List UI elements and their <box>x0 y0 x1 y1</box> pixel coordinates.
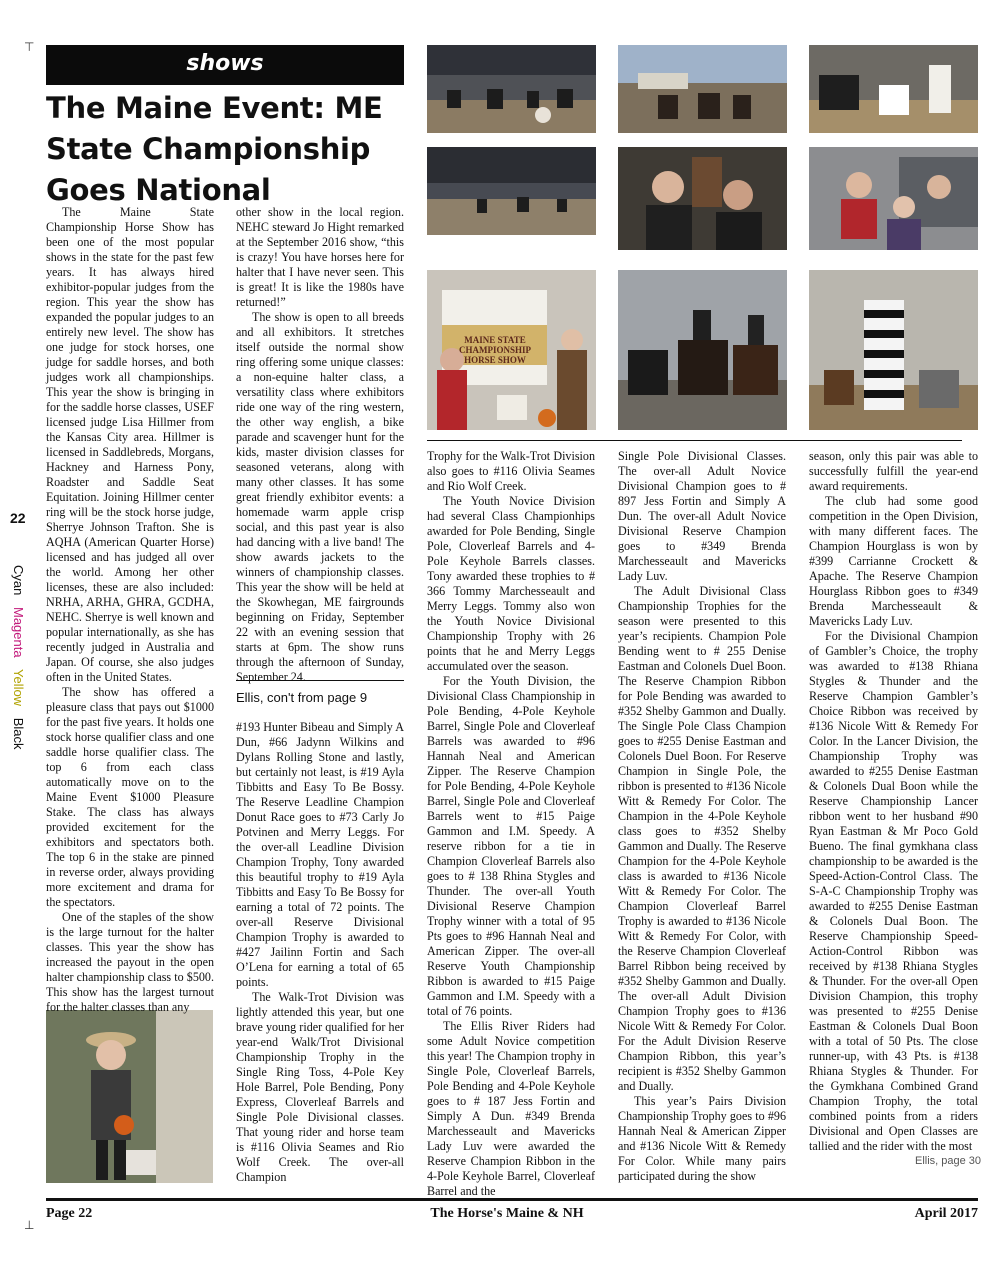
photo-banner-text: MAINE STATE CHAMPIONSHIP HORSE SHOW <box>459 335 531 365</box>
paragraph: The Youth Novice Division had several Class Championhips awarded for Pole Bending, Single Pole, Cloverleaf Barrels and 4-Pole Keyhole Barrels classes. Tony awarded these trophies to # 366 Tommy Marchesseault and Merry Leggs. Tommy also won the Youth Novice Divisional Championship Trophy with 26 points that he and Merry Leggs accumulated over the season. <box>427 494 595 673</box>
photo-boy-with-dog <box>46 1010 213 1183</box>
photo-divider-line <box>427 440 962 441</box>
photo-riders-mounted <box>618 270 787 430</box>
photo-prisoner-costume <box>809 270 978 430</box>
paragraph: For the Divisional Champion of Gambler’s Choice, the trophy was awarded to #138 Rhiana Stygles & Thunder and the Reserve Champion Gambler’s Choice Ribbon was received by #136 Nicole Witt & Remedy For Color. In the Lancer Division, the Championship Trophy was awarded to #255 Denise Eastman & Colonels Dual Boon while the Reserve Championship Lancer ribbon went to her husband #90 Ryan Eastman & Mr Poco Gold Bueno. The final gymkhana class championship to be awarded is the Speed-Action-Control Class. The S-A-C Championship Trophy was awarded to #255 Denise Eastman & Colonels Dual Boon. The Reserve Championship Speed-Action-Control Ribbon was received by #138 Rhiana Stygles & Thunder. For the over-all Open Division Champion, this trophy was presented to #255 Denise Eastman & Colonels Dual Boon with a total of 50 Pts. The close runner-up, with 43 Pts. is #138 Rhiana Stygles & Thunder. For the Gymkhana Combined Grand Champion Trophy, the total combined points from a riders Divisional and Open Classes are tallied and the rider with the most <box>809 629 978 1153</box>
photo-riders-with-horse <box>618 147 787 250</box>
color-mark-black: Black <box>11 717 26 750</box>
crop-mark-bottom: ⊥ <box>24 1218 35 1232</box>
article-column-3 <box>427 449 595 1198</box>
article-column-2 <box>236 205 404 684</box>
paragraph: For the Youth Division, the Divisional Class Championship in Pole Bending, 4-Pole Keyhole Barrel, Single Pole and Cloverleaf Barrels was awarded to #96 Hannah Neal and American Zipper. The Reserve Champion for Pole Bending, 4-Pole Keyhole Barrel, Single Pole and Cloverleaf Barrels went to #15 Paige Gammon and I.M. Speedy. A reserve ribbon for a tie in Champion Cloverleaf Barrels also goes to # 138 Rhina Stygles and Thunder. The over-all Youth Divisional Reserve Champion Trophy winner with a total of 95 Pts goes to #96 Hannah Neal and American Zipper. The over-all Reserve Youth Championship Ribbon is awarded to #15 Paige Gammon and I.M. Speedy with a total of 76 points. <box>427 674 595 1018</box>
photo-costume-class <box>809 45 978 133</box>
paragraph: This year’s Pairs Division Championship Trophy goes to #96 Hannah Neal & American Zipper and #136 Nicole Witt & Remedy For Color. While many pairs participated during the show <box>618 1094 786 1183</box>
continued-heading: Ellis, con't from page 9 <box>236 690 368 705</box>
article-column-4 <box>618 449 786 1183</box>
headline: The Maine Event: ME State Championship Goes National <box>46 91 383 207</box>
paragraph: other show in the local region. NEHC steward Jo Hight remarked at the September 2016 show, “this is crazy! You have horses here for halter that I have never seen. This is great! It is like the 1980s have returned!” <box>236 205 404 309</box>
footer-rule <box>46 1198 978 1201</box>
footer-date: April 2017 <box>914 1206 978 1221</box>
color-registration-marks <box>11 565 26 758</box>
article-column-1 <box>46 205 214 1014</box>
paragraph: The club had some good competition in the Open Division, with many different faces. The Champion Hourglass is won by #399 Carrianne Crockett & Apache. The Reserve Champion Hourglass Ribbon goes to #349 Brenda Marchesseault & Mavericks Lady Luv. <box>809 494 978 628</box>
paragraph: The Walk-Trot Division was lightly attended this year, but one brave young rider qualified for her year-end Walk/Trot Divisional Championship Trophy in the Single Ring Toss, 4-Pole Key Hole Barrel, Pole Bending, Pony Express, Cloverleaf Barrels and Single Pole Divisional classes. That young rider and horse team is #116 Olivia Seames and Rio Wolf Creek. The over-all Champion <box>236 990 404 1184</box>
crop-mark-top: ⊤ <box>24 40 35 54</box>
color-mark-magenta: Magenta <box>11 606 26 658</box>
paragraph: The Maine State Championship Horse Show has been one of the most popular shows in the state for the past few years. It has always hired exhibitor-popular judges from the region. This year the show has expanded the popular judges to an entirely new level. The show has one judge for stock horses, one judge for saddle horses, and both judges work all championships. This year the show is bringing in for the saddle horse classes, USEF licensed judge Lisa Hillmer from the Kansas City area. Hillmer is licensed in Saddlebreds, Morgans, Hackney and Harness Pony, Roadster and Saddle Seat Equitation. Joining Hillmer center ring will be the stock horse judge, Sherrye Johnson Trafton. She is AQHA (American Quarter Horse) licensed and has judged all over the world. Among her other licenses, these are also included: NRHA, ARHA, GHRA, GCDHA, NEHC. Sherrye is well known and popular internationally, as she has recently judged in Australia and Japan. Of course, she also judges often in the United States. <box>46 205 214 684</box>
paragraph: The show has offered a pleasure class that pays out $1000 for the past five years. It holds one stock horse qualifier class and one saddle horse qualifier class. The top 6 from each class automatically move on to the Maine Event $1000 Pleasure Stake. The class has always provided excitement for the exhibitors and spectators both. The top 6 in the stake are pinned in reverse order, always providing more excitement and drama for the spectators. <box>46 685 214 909</box>
photo-group-by-car <box>809 147 978 250</box>
paragraph: The Ellis River Riders had some Adult Novice competition this year! The Champion trophy in Single Pole, Cloverleaf Barrels, Pole Bending and 4-Pole Keyhole goes to # 187 Jess Fortin and Simply A Dun. #349 Brenda Marchesseault and Mavericks Lady Luv were awarded the Reserve Champion Ribbon in the 4-Pole Keyhole Barrel, Cloverleaf Barrel and the <box>427 1019 595 1198</box>
photo-indoor-arena <box>427 147 596 235</box>
jump-line: Ellis, page 30 <box>915 1155 982 1167</box>
paragraph: season, only this pair was able to successfully fulfill the year-end award requirements. <box>809 449 978 493</box>
paragraph: Single Pole Divisional Classes. The over-all Adult Novice Divisional Champion goes to # 897 Jess Fortin and Simply A Dun. The over-all Adult Novice Divisional Reserve Champion goes to #349 Brenda Marchesseault and Mavericks Lady Luv. <box>618 449 786 583</box>
photo-arena-lineup <box>427 45 596 133</box>
color-mark-yellow: Yellow <box>11 668 26 707</box>
side-page-number: 22 <box>10 510 26 526</box>
paragraph: Trophy for the Walk-Trot Division also goes to #116 Olivia Seames and Rio Wolf Creek. <box>427 449 595 493</box>
footer-page-number: Page 22 <box>46 1206 93 1221</box>
section-banner: shows <box>46 45 404 85</box>
article-column-5 <box>809 449 978 1153</box>
color-mark-cyan: Cyan <box>11 565 26 596</box>
photo-championship-banner <box>427 270 596 430</box>
paragraph: The Adult Divisional Class Championship Trophies for the season were presented to this year’s recipients. Champion Pole Bending went to # 255 Denise Eastman and Colonels Duel Boon. The Reserve Champion Ribbon for Pole Bending was awarded to #352 Shelby Gammon and Dually. The Single Pole Class Champion goes to #255 Denise Eastman and Colonels Duel Boon. For Reserve Champion in Single Pole, the ribbon is presented to #136 Nicole Witt & Remedy For Color. The Champion in the 4-Pole Keyhole class goes to #352 Shelby Gammon and Dually. The Reserve Champion for the 4-Pole Keyhole class is awarded to #136 Nicole Witt & Remedy For Color. The Champion Cloverleaf Barrel Trophy is awarded to #136 Nicole Witt & Remedy For Color, with the Reserve Champion Cloverleaf Barrel Ribbon being received by #352 Shelby Gammon and Dually. The over-all Adult Division Champion Trophy goes to #136 Nicole Witt & Remedy For Color. For the Adult Division Reserve Champion Ribbon, this year’s recipient is #352 Shelby Gammon and Dually. <box>618 584 786 1093</box>
photo-outdoor-horses <box>618 45 787 133</box>
paragraph: The show is open to all breeds and all exhibitors. It stretches itself outside the normal show ring offering some unique classes: a non-equine halter class, a versatility class where exhibitors ride one way of the ring western, the other way english, a bike parade and scavenger hunt for the kids, master division classes for seasoned veterans, along with many other classes. It has some great friendly exhibitor events: a homemade warm apple crisp social, and this past year is also had dancing with a live band! The show awards jackets to the winners of championship classes. This year the show will be held at the Skowhegan, ME fairgrounds beginning on Friday, September 22 with an evening session that starts at 6pm. The show runs through the afternoon of Sunday, September 24. <box>236 310 404 684</box>
paragraph: One of the staples of the show is the large turnout for the halter classes. This year the show has increased the payout in the open halter championship class to $500. This show has the largest turnout for the halter classes than any <box>46 910 214 1014</box>
paragraph: #193 Hunter Bibeau and Simply A Dun, #66 Jadynn Wilkins and Dylans Rolling Stone and lastly, but certainly not least, is #19 Ayla Tibbitts and Easy To Be Bossy. The Reserve Leadline Champion Donut Race goes to #73 Carly Jo Potvinen and Merry Leggs. For the over-all Leadline Division Champion Trophy, Tony awarded this beautiful trophy to #19 Ayla Tibbitts and Easy To Be Bossy for earning a total of 72 points. The over-all Reserve Divisional Champion Trophy is awarded to #427 Jailinn Fortin and Sach O’Lena for earning a total of 65 points. <box>236 720 404 989</box>
footer-publication: The Horse's Maine & NH <box>430 1206 584 1221</box>
article-column-2b <box>236 720 404 1184</box>
